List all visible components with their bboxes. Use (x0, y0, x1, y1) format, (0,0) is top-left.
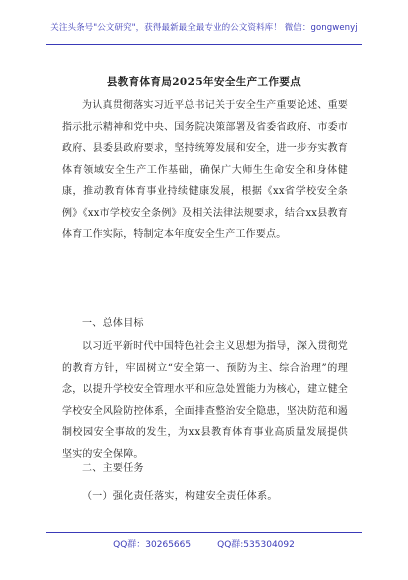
subsection-heading-responsibility: （一）强化责任落实，构建安全责任体系。 (82, 491, 278, 502)
header-banner: 关注头条号"公文研究"，获得最新最全最专业的公文资料库！ 微信：gongwenyj (50, 23, 358, 33)
footer (0, 537, 408, 550)
footer-divider (46, 532, 362, 533)
header-divider (46, 44, 362, 45)
footer-qq-group-1: QQ群：30265665 (113, 540, 192, 550)
document-title: 县教育体育局2025年安全生产工作要点 (106, 76, 302, 88)
intro-paragraph: 为认真贯彻落实习近平总书记关于安全生产重要论述、重要指示批示精神和党中央、国务院决策部署及省委省政府、市委市政府、县委县政府要求，坚持统筹发展和安全，进一步夯实教育体育领域安全生产工作基础，确保广大师生生命安全和身体健康，推动教育体育事业持续健康发展，根据《xx省学校安全条例》《xx市学校安全条例》及相关法律法规要求，结合xx县教育体育工作实际，特制定本年度安全生产工作要点。 (62, 100, 348, 240)
section-heading-overall-goal: 一、总体目标 (82, 318, 144, 329)
section-heading-main-tasks: 二、主要任务 (82, 463, 144, 474)
overall-goal-paragraph: 以习近平新时代中国特色社会主义思想为指导，深入贯彻党的教育方针，牢固树立“安全第一、预防为主、综合治理”的理念，以提升学校安全管理水平和应急处置能力为核心，建立健全学校安全风险防控体系，全面排查整治安全隐患，坚决防范和遏制校园安全事故的发生，为xx县教育体育事业高质量发展提供坚实的安全保障。 (62, 341, 348, 460)
footer-qq-group-2: QQ群:535304092 (217, 540, 295, 550)
